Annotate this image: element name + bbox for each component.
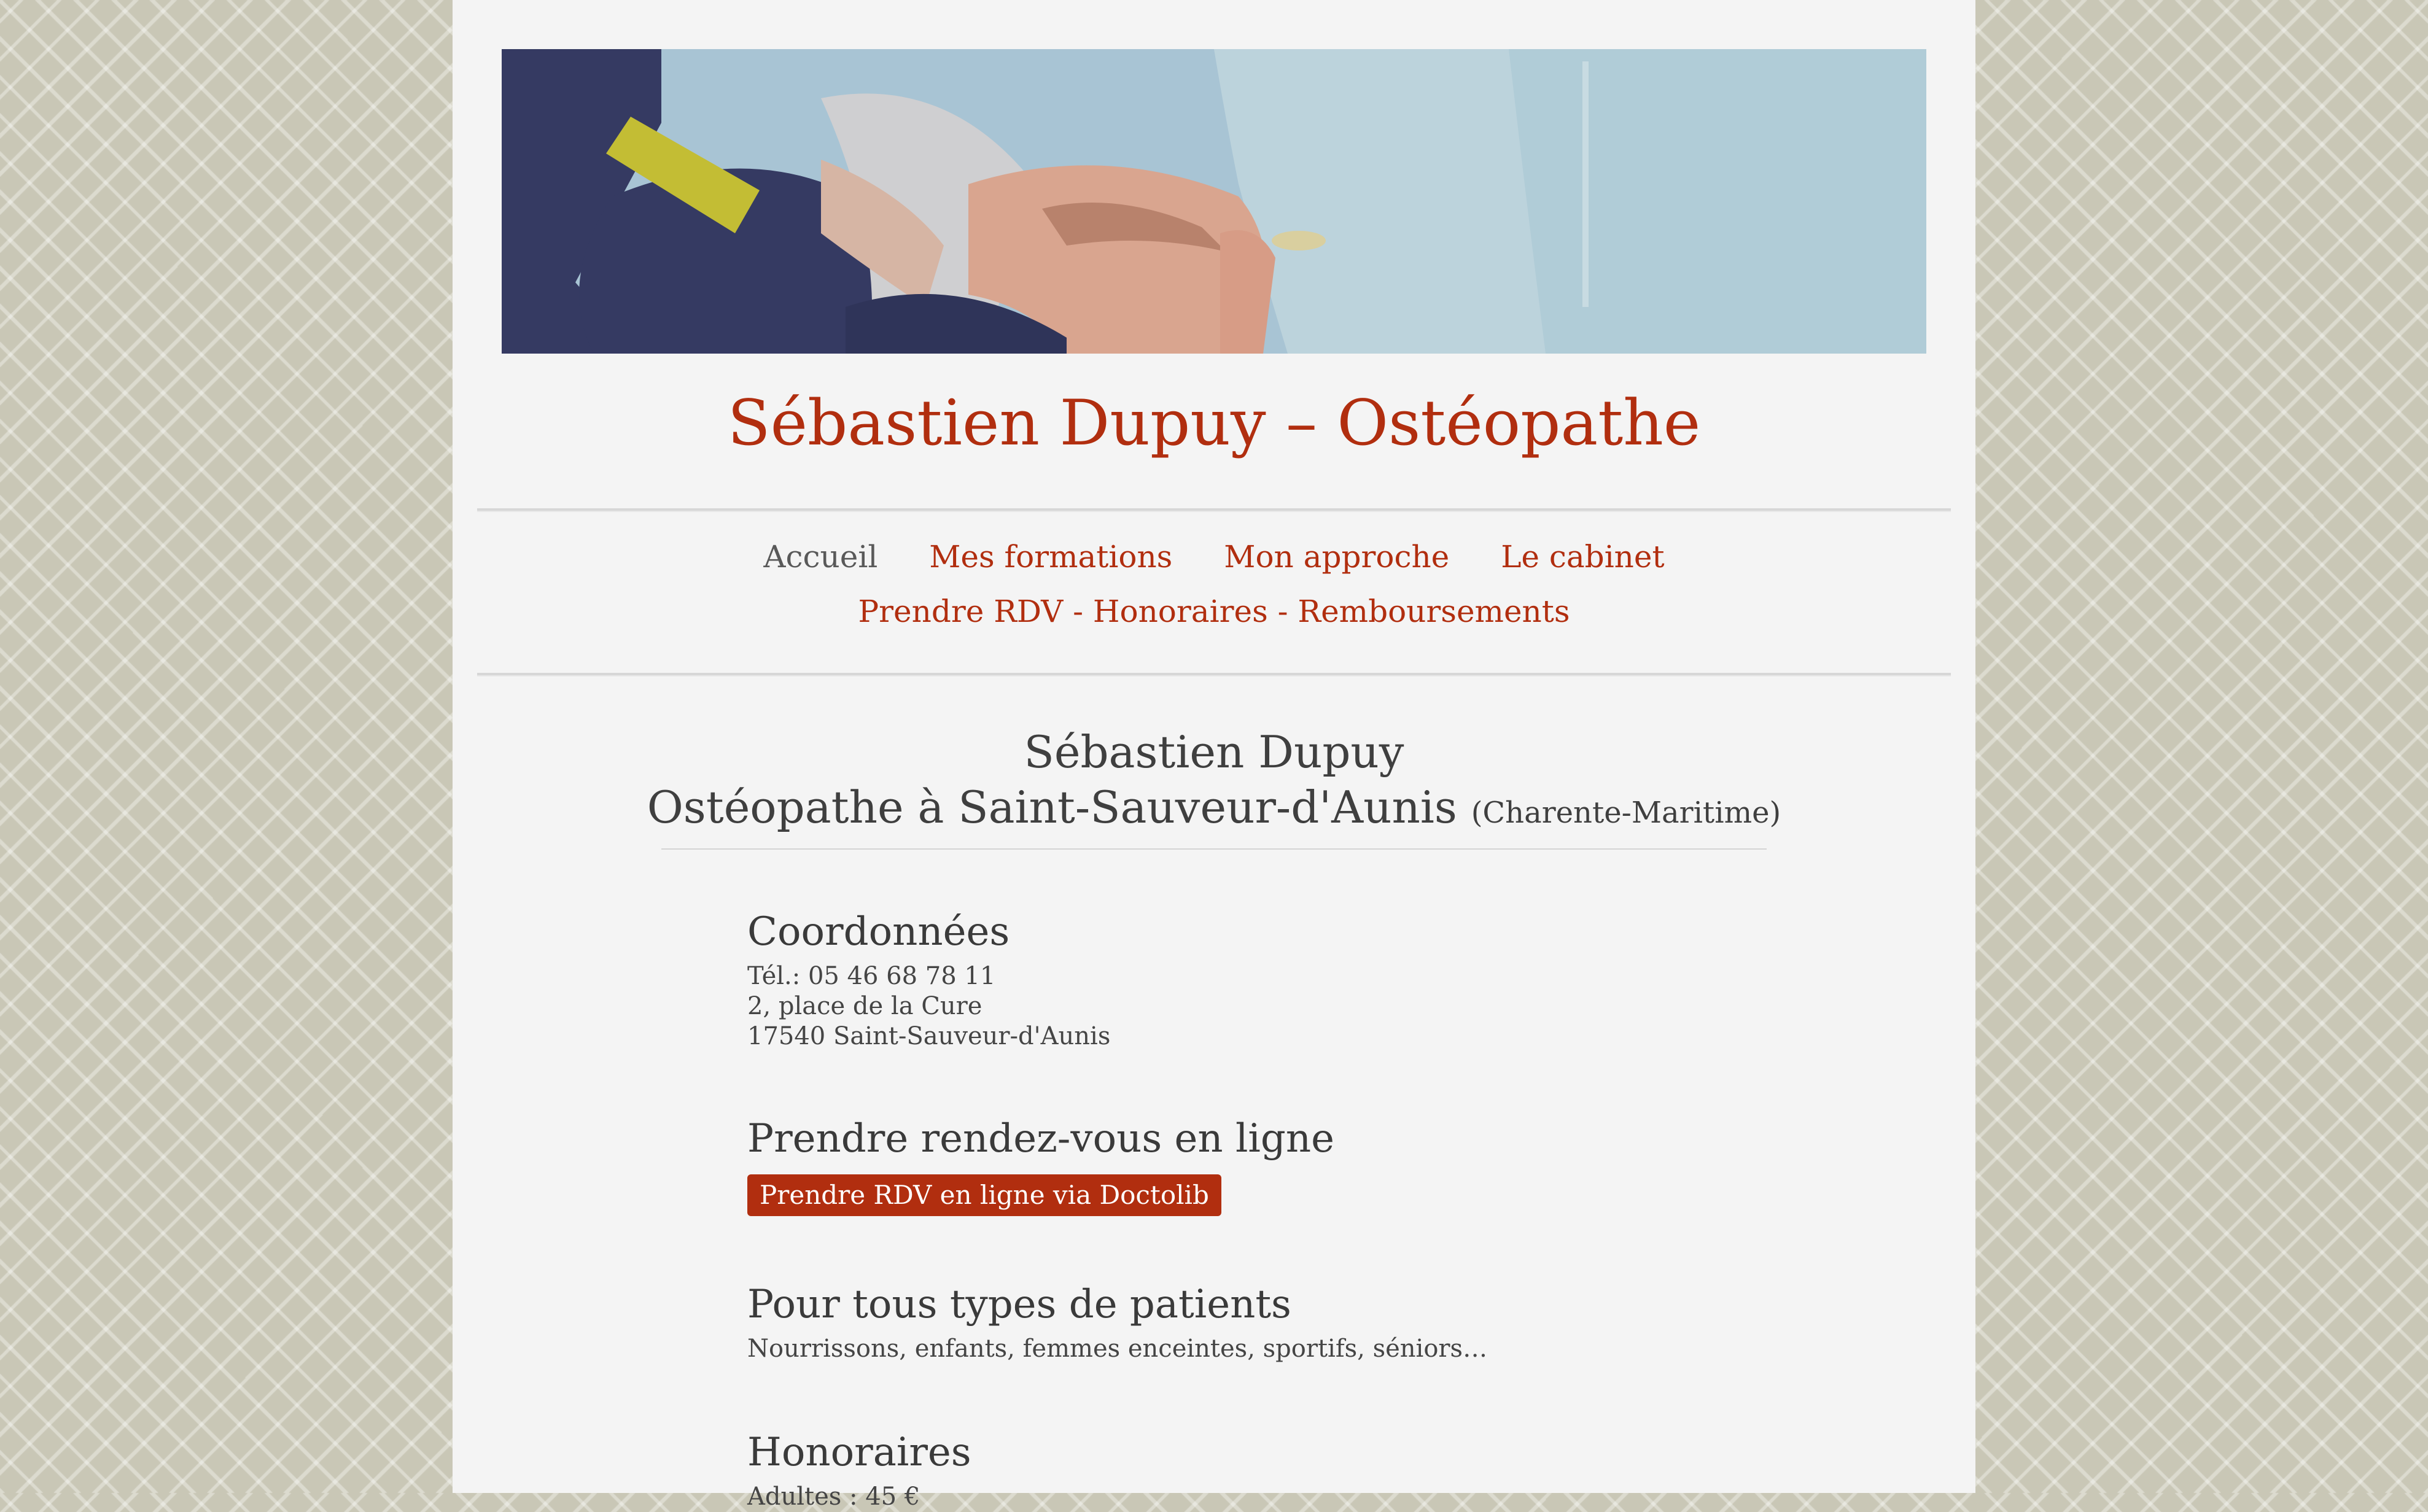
section-spacer	[747, 1052, 1791, 1109]
patients-text: Nourrissons, enfants, femmes enceintes, sportifs, séniors…	[747, 1335, 1488, 1363]
nav-item-rdv-honoraires[interactable]: Prendre RDV - Honoraires - Remboursements	[858, 594, 1570, 629]
address-line-1: 2, place de la Cure	[747, 992, 982, 1020]
coordonnees-title: Coordonnées	[747, 909, 1010, 955]
doctolib-button[interactable]: Prendre RDV en ligne via Doctolib	[747, 1174, 1221, 1216]
nav-top-divider	[477, 508, 1951, 512]
nav-bottom-divider	[477, 673, 1951, 677]
hero-role	[453, 780, 1975, 840]
hero-name: Sébastien Dupuy	[1024, 726, 1404, 778]
hands-treatment-photo	[502, 49, 1926, 354]
header-image	[502, 49, 1926, 354]
main-content	[747, 902, 1791, 1512]
nav-row-1	[453, 534, 1975, 580]
main-nav	[453, 534, 1975, 635]
hero-divider	[661, 848, 1767, 850]
nav-item-mes-formations[interactable]: Mes formations	[929, 539, 1173, 575]
address-line-2: 17540 Saint-Sauveur-d'Aunis	[747, 1022, 1111, 1050]
site-title[interactable]: Sébastien Dupuy – Ostéopathe	[727, 387, 1701, 460]
hero-role-text: Ostéopathe à Saint-Sauveur-d'Aunis	[647, 781, 1457, 833]
rdv-title: Prendre rendez-vous en ligne	[747, 1116, 1334, 1161]
section-spacer	[747, 1364, 1791, 1423]
section-spacer	[747, 1216, 1791, 1275]
nav-item-mon-approche[interactable]: Mon approche	[1224, 539, 1450, 575]
phone-number[interactable]: Tél.: 05 46 68 78 11	[747, 962, 996, 990]
hero-heading	[453, 724, 1975, 840]
nav-row-2	[453, 589, 1975, 635]
honoraires-adults: Adultes : 45 €	[747, 1483, 920, 1511]
patients-title: Pour tous types de patients	[747, 1282, 1291, 1327]
page-container	[453, 0, 1975, 1511]
hero-region: (Charente-Maritime)	[1471, 796, 1781, 830]
nav-item-accueil[interactable]: Accueil	[763, 539, 878, 575]
honoraires-title: Honoraires	[747, 1430, 971, 1475]
nav-item-le-cabinet[interactable]: Le cabinet	[1501, 539, 1665, 575]
